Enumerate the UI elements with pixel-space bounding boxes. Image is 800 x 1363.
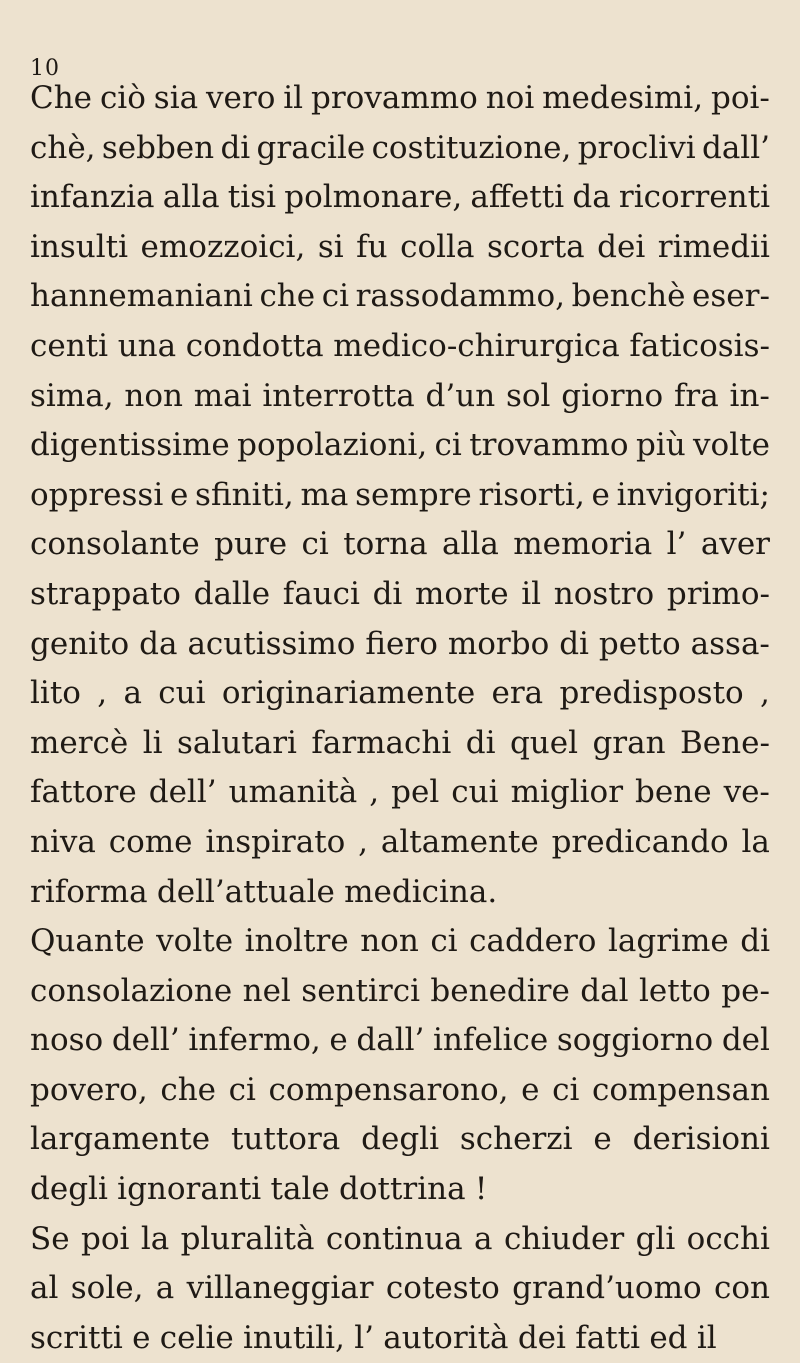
text-line: sima, non mai interrotta d’un sol giorno fra in- bbox=[30, 377, 770, 414]
text-line: consolante pure ci torna alla memoria l’ aver bbox=[30, 526, 770, 563]
text-line: riforma dell’attuale medicina. bbox=[30, 873, 498, 910]
text-line: largamente tuttora degli scherzi e derisioni bbox=[30, 1121, 770, 1158]
text-line: centi una condotta medico-chirurgica faticosis- bbox=[30, 327, 770, 364]
text-line: insulti emozzoici, si fu colla scorta dei rimedii bbox=[30, 228, 770, 265]
text-line: scritti e celie inutili, l’ autorità dei fatti ed il bbox=[30, 1319, 717, 1356]
text-line: lito , a cui originariamente era predisposto , bbox=[30, 675, 770, 712]
text-line: povero, che ci compensarono, e ci compensan bbox=[30, 1071, 770, 1108]
text-line: degli ignoranti tale dottrina ! bbox=[30, 1171, 488, 1208]
text-line: hannemaniani che ci rassodammo, benchè eser- bbox=[30, 278, 770, 315]
text-line: noso dell’ infermo, e dall’ infelice soggiorno del bbox=[30, 1022, 770, 1059]
text-line: Che ciò sia vero il provammo noi medesimi, poi- bbox=[30, 80, 770, 116]
text-line: genito da acutissimo fiero morbo di petto assa- bbox=[30, 625, 770, 662]
text-line: oppressi e sfiniti, ma sempre risorti, e invigoriti; bbox=[30, 476, 770, 513]
text-line: al sole, a villaneggiar cotesto grand’uomo con bbox=[30, 1270, 770, 1307]
text-line: fattore dell’ umanità , pel cui miglior bene ve- bbox=[30, 774, 770, 811]
page-number: 10 bbox=[30, 56, 60, 81]
text-line: chè, sebben di gracile costituzione, proclivi dall’ bbox=[30, 129, 770, 166]
text-line: consolazione nel sentirci benedire dal letto pe- bbox=[30, 972, 770, 1009]
text-line: mercè li salutari farmachi di quel gran Bene- bbox=[30, 724, 770, 761]
body-text bbox=[30, 74, 770, 1363]
text-line: digentissime popolazioni, ci trovammo più volte bbox=[30, 427, 770, 464]
text-line: Se poi la pluralità continua a chiuder gli occhi bbox=[30, 1220, 770, 1257]
text-line: niva come inspirato , altamente predicando la bbox=[30, 823, 770, 860]
text-line: Quante volte inoltre non ci caddero lagrime di bbox=[30, 923, 770, 960]
text-line: strappato dalle fauci di morte il nostro primo- bbox=[30, 575, 770, 612]
text-line: infanzia alla tisi polmonare, affetti da ricorrenti bbox=[30, 179, 770, 216]
